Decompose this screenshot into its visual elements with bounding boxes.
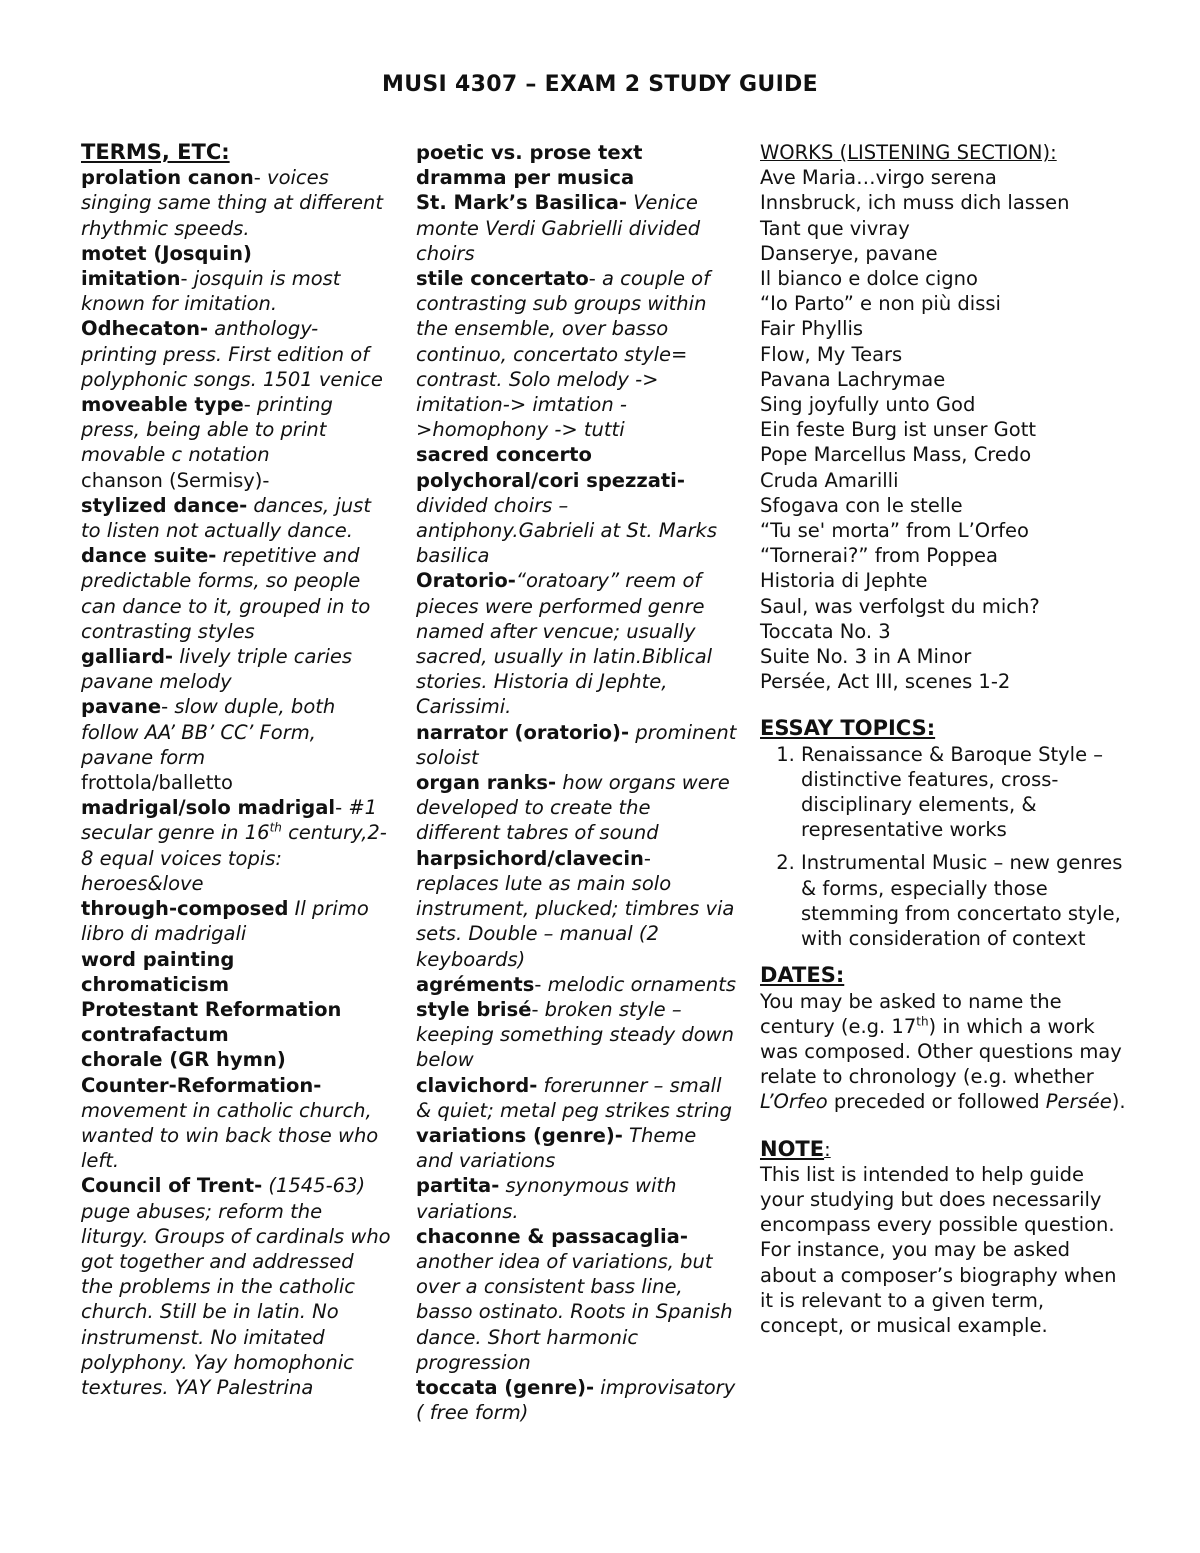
essay-list — [760, 742, 1126, 952]
dates-text-part: You may be asked to name the century (e.g. 17 — [760, 989, 1062, 1038]
term-entry — [416, 1073, 738, 1123]
term-name: Oratorio- — [416, 569, 516, 593]
dates-text — [760, 989, 1126, 1115]
term-entry — [81, 770, 391, 795]
note-colon: : — [824, 1137, 831, 1161]
work-item: Tant que vivray — [760, 216, 910, 240]
term-entry — [416, 770, 738, 846]
term-definition: “oratoary” reem of pieces were performed genre named after vencue; usually sacred, usually in latin.Biblical stories. Historia di Jephte, Carissimi. — [416, 569, 713, 719]
term-definition: how organs were developed to create the different tabres of sound — [416, 771, 730, 845]
work-item: Suite No. 3 in A Minor — [760, 645, 972, 669]
page-title: MUSI 4307 – EXAM 2 STUDY GUIDE — [382, 72, 818, 97]
term-name: chorale (GR hymn) — [81, 1048, 286, 1072]
term-name: harpsichord/clavecin — [416, 846, 644, 870]
dates-text-part: preceded or followed — [827, 1090, 1046, 1114]
term-definition: #1 secular genre in 16 — [81, 796, 378, 845]
term-entry — [416, 266, 738, 442]
term-entry — [81, 468, 391, 493]
term-name: sacred concerto — [416, 443, 592, 467]
terms-column-1 — [81, 140, 391, 1400]
dates-text-part: ) in which a work was composed. Other questions may relate to chronology (e.g. whether — [760, 1014, 1122, 1089]
work-item: Toccata No. 3 — [760, 619, 891, 643]
work-item: Il bianco e dolce cigno — [760, 267, 978, 291]
term-entry — [81, 1047, 391, 1072]
term-name: stile concertato — [416, 267, 589, 291]
term-entry — [81, 795, 391, 896]
work-item: “Tu se' morta” from L’Orfeo — [760, 519, 1029, 543]
term-name: partita- — [416, 1174, 500, 1198]
term-name: motet (Josquin) — [81, 241, 252, 265]
term-entry — [81, 972, 391, 997]
term-name: organ ranks- — [416, 771, 557, 795]
term-entry — [81, 644, 391, 694]
term-entry — [81, 896, 391, 946]
term-name: Odhecaton- — [81, 317, 209, 341]
term-entry — [416, 1173, 738, 1223]
note-heading-line — [760, 1137, 1126, 1162]
works-heading: WORKS (LISTENING SECTION): — [760, 141, 1057, 164]
work-item: Innsbruck, ich muss dich lassen — [760, 191, 1070, 215]
term-separator: - — [643, 846, 651, 870]
essay-topic: 1. Renaissance & Baroque Style – distinctive features, cross-disciplinary elements, & representative works — [801, 742, 1126, 843]
term-name: dance suite- — [81, 544, 217, 568]
term-separator: - — [253, 166, 261, 190]
term-definition: melodic ornaments — [541, 972, 737, 996]
dates-text-part: ). — [1111, 1090, 1126, 1114]
term-name: Protestant Reformation — [81, 997, 342, 1021]
term-entry — [81, 241, 391, 266]
term-separator: - — [243, 393, 251, 417]
term-definition: synonymous with variations. — [416, 1174, 677, 1223]
term-definition: another idea of variations, but over a consistent bass line, basso ostinato. Roots in Spanish dance. Short harmonic progression — [416, 1249, 733, 1374]
term-entry — [416, 1224, 738, 1375]
term-definition: Il primo libro di madrigali — [81, 897, 369, 946]
essay-heading: ESSAY TOPICS: — [760, 716, 936, 741]
terms-list-1 — [81, 165, 391, 1400]
term-definition: lively triple caries pavane melody — [81, 645, 353, 694]
right-column — [760, 140, 1126, 1338]
term-name: poetic vs. prose text — [416, 141, 643, 164]
term-entry — [81, 316, 391, 392]
term-definition: improvisatory ( free form) — [416, 1375, 736, 1425]
term-name: moveable type — [81, 393, 244, 417]
work-item: Fair Phyllis — [760, 317, 864, 341]
work-item: Ave Maria…virgo serena — [760, 166, 997, 190]
term-definition: Venice monte Verdi Gabrielli divided choirs — [416, 191, 701, 265]
term-name: word painting — [81, 947, 235, 971]
note-heading: NOTE — [760, 1136, 825, 1161]
term-separator: - — [335, 796, 343, 820]
term-name: galliard- — [81, 645, 173, 669]
term-plain: frottola/balletto — [81, 771, 233, 795]
term-entry — [416, 997, 738, 1073]
term-definition: (1545-63) puge abuses; reform the liturgy. Groups of cardinals who got together and addressed the problems in the catholic church. Still be in latin. No instrumenst. No imitated polyphony. Yay homophonic textures. YAY Palestrina — [81, 1174, 391, 1399]
term-entry — [416, 165, 738, 190]
term-definition: anthology- printing press. First edition of polyphonic songs. 1501 venice — [81, 317, 383, 391]
term-name: clavichord- — [416, 1073, 538, 1097]
term-name: style brisé — [416, 997, 532, 1021]
work-item: Cruda Amarilli — [760, 468, 899, 492]
work-item: Flow, My Tears — [760, 342, 903, 366]
term-name: imitation — [81, 267, 181, 291]
term-definition: josquin is most known for imitation. — [81, 267, 341, 316]
term-name: toccata (genre)- — [416, 1375, 595, 1399]
term-entry — [416, 442, 738, 467]
terms-heading: TERMS, ETC: — [81, 140, 230, 164]
term-entry — [81, 165, 391, 241]
term-definition: divided choirs – antiphony.Gabrieli at St. Marks basilica — [416, 493, 717, 568]
term-name: polychoral/cori spezzati- — [416, 468, 685, 492]
essay-topic: 2. Instrumental Music – new genres & forms, especially those stemming from concertato style, with consideration of context — [801, 850, 1126, 951]
term-entry — [81, 947, 391, 972]
work-item: Danserye, pavane — [760, 241, 938, 265]
term-separator: - — [161, 695, 169, 719]
term-plain: chanson (Sermisy)- — [81, 468, 270, 492]
work-item: Ein feste Burg ist unser Gott — [760, 418, 1036, 442]
term-definition: voices singing same thing at different rhythmic speeds. — [81, 166, 384, 240]
work-item: Pavana Lachrymae — [760, 367, 946, 391]
term-name: Council of Trent- — [81, 1174, 263, 1198]
term-entry — [416, 190, 738, 266]
terms-column-2 — [416, 140, 738, 1425]
term-separator: - — [531, 997, 539, 1021]
terms-list-2 — [416, 140, 738, 1425]
term-definition: movement in catholic church, wanted to win back those who left. — [81, 1098, 379, 1173]
term-name: chaconne & passacaglia- — [416, 1224, 688, 1248]
term-definition: broken style – keeping something steady down below — [416, 997, 734, 1072]
essay-section — [760, 716, 1126, 951]
dates-section — [760, 963, 1126, 1114]
term-name: agréments — [416, 972, 535, 996]
term-name: contrafactum — [81, 1023, 229, 1047]
term-entry — [416, 1123, 738, 1173]
dates-sup: th — [916, 1014, 929, 1029]
term-definition: replaces lute as main solo instrument, plucked; timbres via sets. Double – manual (2 keyboards) — [416, 871, 735, 971]
term-entry — [81, 1022, 391, 1047]
term-entry — [416, 720, 738, 770]
work-item: Sing joyfully unto God — [760, 393, 976, 417]
term-definition: century,2-8 equal voices topis: heroes&love — [81, 821, 387, 895]
term-entry — [416, 846, 738, 972]
term-definition: forerunner – small & quiet; metal peg strikes string — [416, 1073, 732, 1122]
term-entry — [81, 543, 391, 644]
note-text: This list is intended to help guide your studying but does necessarily encompass every possible question. For instance, you may be asked about a composer’s biography when it is relevant to a given term, concept, or musical example. — [760, 1162, 1117, 1337]
term-entry — [81, 694, 391, 770]
term-definition: dances, just to listen not actually dance. — [81, 493, 371, 543]
term-entry — [81, 1073, 391, 1174]
work-item: Saul, was verfolgst du mich? — [760, 594, 1040, 618]
term-name: Counter-Reformation- — [81, 1073, 322, 1097]
term-name: madrigal/solo madrigal — [81, 796, 336, 820]
work-item: Pope Marcellus Mass, Credo — [760, 443, 1032, 467]
term-definition: Theme and variations — [416, 1123, 697, 1173]
term-entry — [81, 266, 391, 316]
term-definition: slow duple, both follow AA’ BB’ CC’ Form, pavane form — [81, 695, 336, 769]
term-entry — [81, 997, 391, 1022]
term-definition: printing press, being able to print movable c notation — [81, 393, 333, 467]
term-name: prolation canon — [81, 166, 254, 190]
works-list — [760, 165, 1126, 694]
work-item: Persée, Act III, scenes 1-2 — [760, 670, 1011, 694]
term-entry — [416, 568, 738, 719]
work-item: Historia di Jephte — [760, 569, 928, 593]
term-name: stylized dance- — [81, 493, 248, 517]
note-section — [760, 1137, 1126, 1339]
term-name: variations (genre)- — [416, 1123, 623, 1147]
term-name: chromaticism — [81, 972, 230, 996]
term-entry — [81, 392, 391, 468]
term-name: pavane — [81, 695, 162, 719]
term-separator: - — [180, 267, 188, 291]
term-entry — [81, 1173, 391, 1400]
work-item: “Tornerai?” from Poppea — [760, 544, 998, 568]
term-superscript: th — [269, 820, 282, 835]
term-entry — [416, 468, 738, 569]
term-entry — [416, 140, 738, 165]
work-item: “Io Parto” e non più dissi — [760, 292, 1001, 316]
dates-persee: Persée — [1045, 1090, 1112, 1114]
term-entry — [416, 972, 738, 997]
term-definition: repetitive and predictable forms, so people can dance to it, grouped in to contrasting styles — [81, 544, 371, 643]
term-definition: prominent soloist — [416, 720, 737, 769]
term-name: St. Mark’s Basilica- — [416, 191, 628, 215]
dates-heading: DATES: — [760, 963, 845, 988]
term-definition: a couple of contrasting sub groups within the ensemble, over basso continuo, concertato style= contrast. Solo melody -> imitation-> imtation ->homophony -> tutti — [416, 267, 710, 442]
term-entry — [81, 493, 391, 543]
term-name: dramma per musica — [416, 166, 635, 190]
term-separator: - — [588, 267, 596, 291]
term-name: narrator (oratorio)- — [416, 720, 630, 744]
term-name: through-composed — [81, 897, 289, 921]
term-entry — [416, 1375, 738, 1425]
term-separator: - — [534, 972, 542, 996]
work-item: Sfogava con le stelle — [760, 493, 963, 517]
dates-orfeo: L’Orfeo — [760, 1090, 828, 1114]
